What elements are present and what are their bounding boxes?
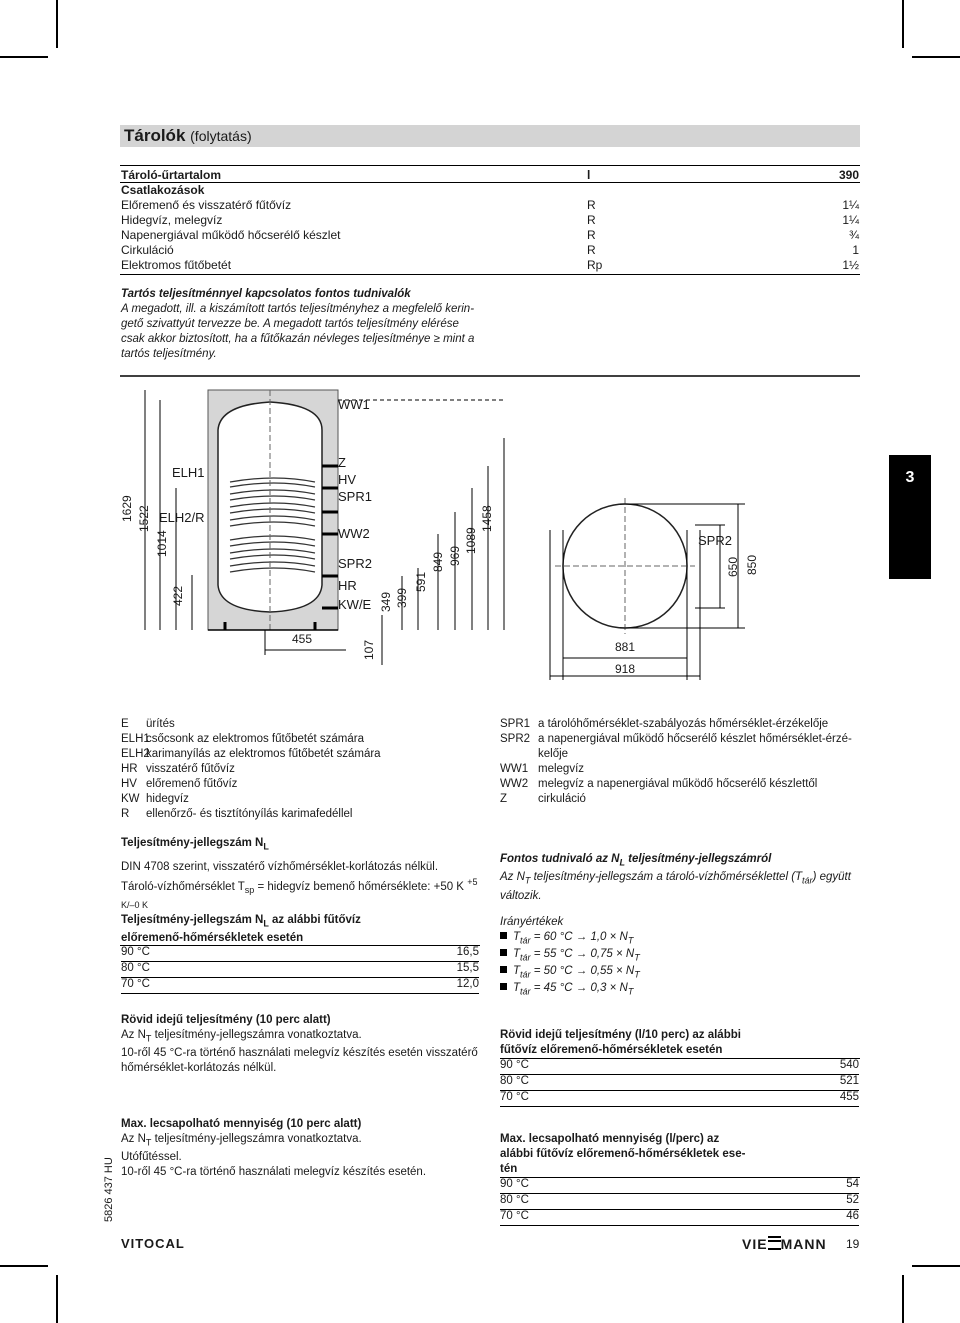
important-note xyxy=(500,852,860,904)
table-row: Tároló-űrtartalom l 390 xyxy=(121,168,859,182)
legend-right xyxy=(500,717,860,807)
legend-left xyxy=(121,717,491,822)
dim-1014: 1014 xyxy=(155,530,169,557)
nl-section xyxy=(121,836,491,913)
label-ww2: WW2 xyxy=(338,526,370,541)
legend-item: HV előremenő fűtővíz xyxy=(121,778,238,790)
dim-969: 969 xyxy=(448,545,462,566)
table-row: 90 °C 54 xyxy=(500,1178,859,1194)
table-row: Napenergiával működő hőcserélő készlet R ¾ xyxy=(121,228,859,242)
table-row: 70 °C 12,0 xyxy=(121,978,479,994)
guide-bullet: $T_{tár} = 50$ $^\circ C \to 0,55 \times N_T$ xyxy=(500,965,640,979)
legend-item: KW hidegvíz xyxy=(121,793,189,805)
dim-650: 650 xyxy=(726,556,740,577)
short-perf-table xyxy=(500,1059,859,1107)
label-kwe: KW/E xyxy=(338,597,372,612)
important-title: Fontos tudnivaló az $N_L$ teljesítmény-jellegszámról xyxy=(500,853,772,868)
table-row: Előremenő és visszatérő fűtővíz R 1¼ xyxy=(121,198,859,212)
max-flow-table xyxy=(500,1178,859,1226)
note-line: gető szivattyút tervezze be. A megadott tartós teljesítmény elérése xyxy=(121,318,459,330)
page-number: 19 xyxy=(846,1237,860,1251)
label-z: Z xyxy=(338,455,346,470)
divider xyxy=(120,165,860,166)
table-row: 70 °C 455 xyxy=(500,1091,859,1107)
short-perf-line: 10-ről 45 °C-ra történő használati melegvíz készítés esetén visszatérő xyxy=(121,1047,478,1060)
page-title: Tárolók (folytatás) xyxy=(124,126,252,145)
legend-item: SPR2 a napenergiával működő hőcserélő készlet hőmérséklet-érzé- xyxy=(500,733,852,745)
dim-1458: 1458 xyxy=(480,505,494,532)
table-row: 80 °C 15,5 xyxy=(121,962,479,978)
label-hv: HV xyxy=(338,472,357,487)
chapter-tab: 3 xyxy=(889,455,931,579)
crop-mark xyxy=(912,56,960,58)
table-row: 80 °C 521 xyxy=(500,1075,859,1091)
short-perf-line: hőmérséklet-korlátozás nélkül. xyxy=(121,1062,277,1075)
legend-item: ELH2 karimanyílás az elektromos fűtőbetét számára xyxy=(121,748,381,760)
label-elh1: ELH1 xyxy=(172,465,205,480)
dim-881: 881 xyxy=(615,640,636,654)
dim-1522: 1522 xyxy=(137,505,151,532)
crop-mark xyxy=(56,0,58,48)
nl-line: Tároló-vízhőmérséklet $T_{sp}$ = hidegvíz bemenő hőmérséklete: +50 K $^{+5}$ xyxy=(121,877,478,896)
guide-bullet: $T_{tár} = 45$ $^\circ C \to 0,3 \times N_T$ xyxy=(500,982,633,996)
label-spr1: SPR1 xyxy=(338,489,372,504)
max-flow-line: Az $N_T$ teljesítmény-jellegszámra vonatkoztatva. xyxy=(121,1133,362,1148)
legend-item: SPR1 a tárolóhőmérséklet-szabályozás hőmérséklet-érzékelője xyxy=(500,718,829,730)
crop-mark xyxy=(902,1275,904,1323)
max-flow-table-title: Max. lecsapolható mennyiség (l/perc) az alábbi fűtővíz előremenő-hőmérsékletek ese- tén xyxy=(500,1133,746,1175)
legend-item: E ürítés xyxy=(121,718,175,730)
nl-line: K/–0 K xyxy=(121,900,149,911)
label-ww1: WW1 xyxy=(338,397,370,412)
short-perf-title: Rövid idejű teljesítmény (10 perc alatt) xyxy=(121,1014,331,1026)
table-row: 80 °C 52 xyxy=(500,1194,859,1210)
crop-mark xyxy=(56,1275,58,1323)
viessmann-logo: VIE MANN xyxy=(742,1236,827,1252)
table-row: Cirkuláció R 1 xyxy=(121,243,859,257)
dim-1629: 1629 xyxy=(120,495,134,522)
label-hr: HR xyxy=(338,578,357,593)
legend-item: kelője xyxy=(538,748,569,760)
divider xyxy=(120,274,860,275)
max-flow-line: Utófűtéssel. xyxy=(121,1151,182,1164)
table-row: Csatlakozások xyxy=(121,183,205,197)
dim-591: 591 xyxy=(414,571,428,592)
note-line: tartós teljesítmény. xyxy=(121,348,217,360)
dim-107: 107 xyxy=(362,639,376,660)
important-line: változik. xyxy=(500,889,542,902)
nl-table xyxy=(121,946,479,994)
table-row: Elektromos fűtőbetét Rp 1½ xyxy=(121,258,859,272)
nl-table-title: Teljesítmény-jellegszám $N_L$ az alábbi fűtővíz előremenő-hőmérsékletek esetén xyxy=(121,914,361,945)
guide-bullet: $T_{tár} = 55$ $^\circ C \to 0,75 \times N_T$ xyxy=(500,948,640,962)
legend-item: HR visszatérő fűtővíz xyxy=(121,763,235,775)
table-row: Hidegvíz, melegvíz R 1¼ xyxy=(121,213,859,227)
label-spr2-right: SPR2 xyxy=(698,533,732,548)
legend-item: R ellenőrző- és tisztítónyílás karimafedéllel xyxy=(121,808,353,820)
dim-349: 349 xyxy=(379,591,393,612)
short-perf xyxy=(121,1013,501,1076)
label-elh2: ELH2/R xyxy=(159,510,205,525)
legend-item: Z cirkuláció xyxy=(500,793,586,805)
nl-line: DIN 4708 szerint, visszatérő vízhőmérséklet-korlátozás nélkül. xyxy=(121,861,439,874)
dim-422: 422 xyxy=(171,585,185,606)
page-title-bar xyxy=(120,125,860,147)
label-spr2: SPR2 xyxy=(338,556,372,571)
doc-code: 5826 437 HU xyxy=(103,1157,115,1222)
crop-mark xyxy=(912,1265,960,1267)
table-row: 90 °C 16,5 xyxy=(121,946,479,962)
important-line: Az $N_T$ teljesítmény-jellegszám a tároló-vízhőmérséklettel $(T_{tár})$ együtt xyxy=(500,871,851,886)
crop-mark xyxy=(0,56,48,58)
table-row: 70 °C 46 xyxy=(500,1210,859,1226)
legend-item: ELH1 csőcsonk az elektromos fűtőbetét számára xyxy=(121,733,364,745)
legend-item: WW2 melegvíz a napenergiával működő hőcserélő készlettől xyxy=(500,778,818,790)
short-perf-table-title: Rövid idejű teljesítmény (l/10 perc) az alábbi fűtővíz előremenő-hőmérsékletek esetén xyxy=(500,1029,741,1056)
dim-850: 850 xyxy=(745,554,759,575)
max-flow xyxy=(121,1117,501,1180)
dim-1089: 1089 xyxy=(464,527,478,554)
short-perf-line: Az $N_T$ teljesítmény-jellegszámra vonatkoztatva. xyxy=(121,1029,362,1044)
dim-918: 918 xyxy=(615,662,636,676)
note-line: csak akkor biztosított, ha a fűtőkazán névleges teljesítménye ≥ mint a xyxy=(121,333,475,345)
note-block xyxy=(121,287,501,362)
crop-mark xyxy=(902,0,904,48)
max-flow-line: 10-ről 45 °C-ra történő használati melegvíz készítés esetén. xyxy=(121,1166,427,1179)
dim-455: 455 xyxy=(292,632,313,646)
guide-title: Irányértékek xyxy=(500,916,564,928)
dim-849: 849 xyxy=(431,551,445,572)
table-row: 90 °C 540 xyxy=(500,1059,859,1075)
max-flow-title: Max. lecsapolható mennyiség (10 perc alatt) xyxy=(121,1118,362,1130)
note-title: Tartós teljesítménnyel kapcsolatos fontos tudnivalók xyxy=(121,288,411,300)
legend-item: WW1 melegvíz xyxy=(500,763,585,775)
note-line: A megadott, ill. a kiszámított tartós teljesítményhez a megfelelő kerin- xyxy=(121,303,475,315)
guide-bullet: $T_{tár} = 60$ $^\circ C \to 1,0 \times N_T$ xyxy=(500,931,633,945)
crop-mark xyxy=(0,1265,48,1267)
vitocal-logo: VITOCAL xyxy=(121,1236,185,1251)
nl-title: Teljesítmény-jellegszám $N_L$ xyxy=(121,837,269,852)
dim-399: 399 xyxy=(395,587,409,608)
